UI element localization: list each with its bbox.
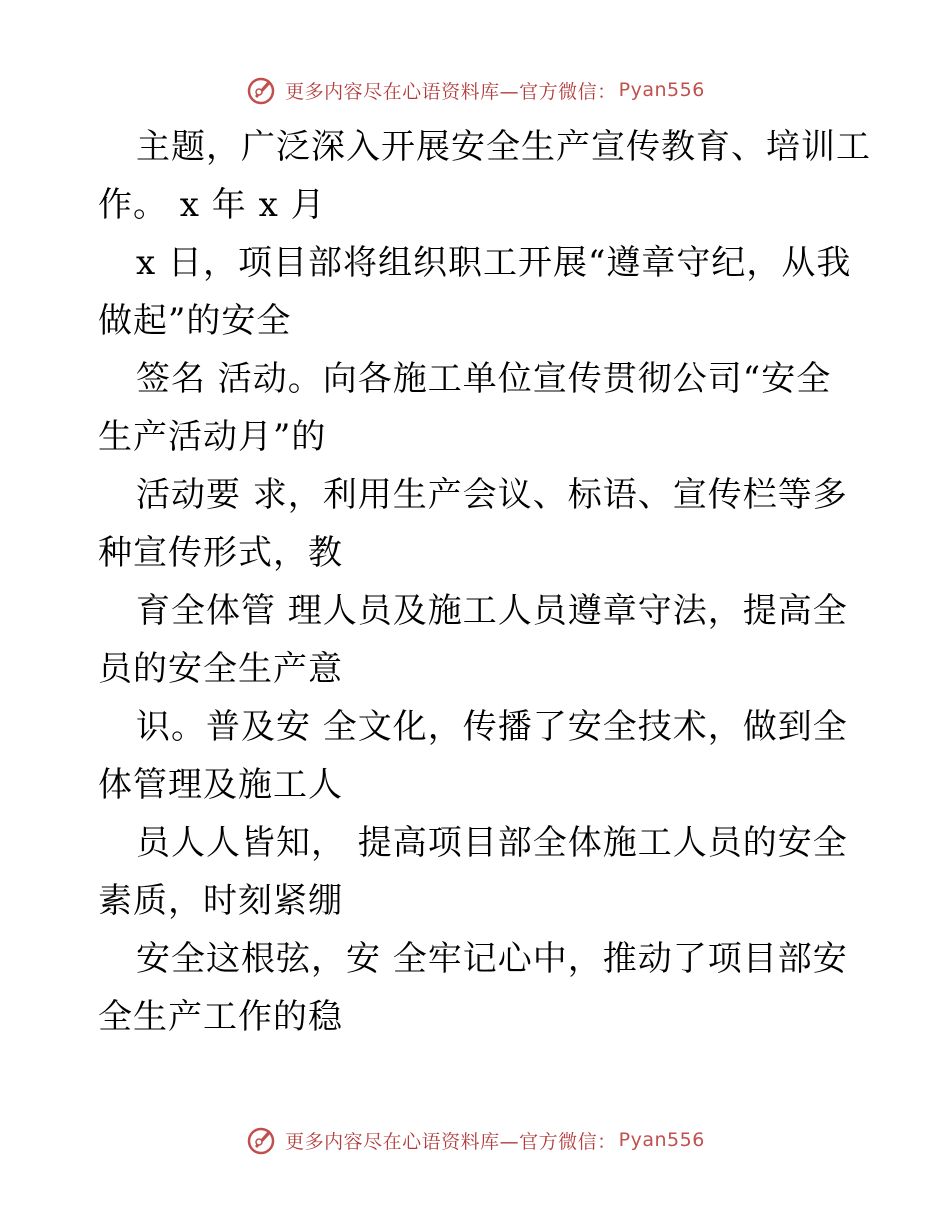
text-line: 安全这根弦，安 全牢记心中，推动了项目部安 [136, 939, 848, 979]
text-line: 素质，时刻紧绷 [98, 881, 343, 921]
watermark-wechat-id: Pyan556 [618, 79, 705, 101]
text-line: 育全体管 理人员及施工人员遵章守法，提高全 [136, 591, 848, 631]
text-line: x 日，项目部将组织职工开展“遵章守纪，从我 [136, 243, 852, 283]
quill-logo-icon [245, 1124, 277, 1156]
text-line: 签名 活动。向各施工单位宣传贯彻公司“安全 [136, 359, 832, 399]
quill-logo-icon [245, 74, 277, 106]
text-line: 员的安全生产意 [98, 649, 343, 689]
text-line: 种宣传形式，教 [98, 533, 343, 573]
text-line: 做起”的安全 [98, 301, 292, 341]
watermark-wechat-id: Pyan556 [618, 1129, 705, 1151]
text-line: 全生产工作的稳 [98, 997, 343, 1037]
text-line: 识。普及安 全文化，传播了安全技术，做到全 [136, 707, 848, 747]
footer-watermark [0, 1120, 950, 1160]
watermark-text: 更多内容尽在心语资料库—官方微信： [285, 80, 617, 103]
document-body [98, 118, 871, 1046]
watermark-text: 更多内容尽在心语资料库—官方微信： [285, 1130, 617, 1153]
text-line: 活动要 求，利用生产会议、标语、宣传栏等多 [136, 475, 848, 515]
text-line: 作。 x 年 x 月 [98, 185, 326, 225]
text-line: 主题，广泛深入开展安全生产宣传教育、培训工 [136, 127, 871, 167]
header-watermark [0, 70, 950, 110]
text-line: 员人人皆知， 提高项目部全体施工人员的安全 [136, 823, 848, 863]
text-line: 体管理及施工人 [98, 765, 343, 805]
text-line: 生产活动月”的 [98, 417, 327, 457]
